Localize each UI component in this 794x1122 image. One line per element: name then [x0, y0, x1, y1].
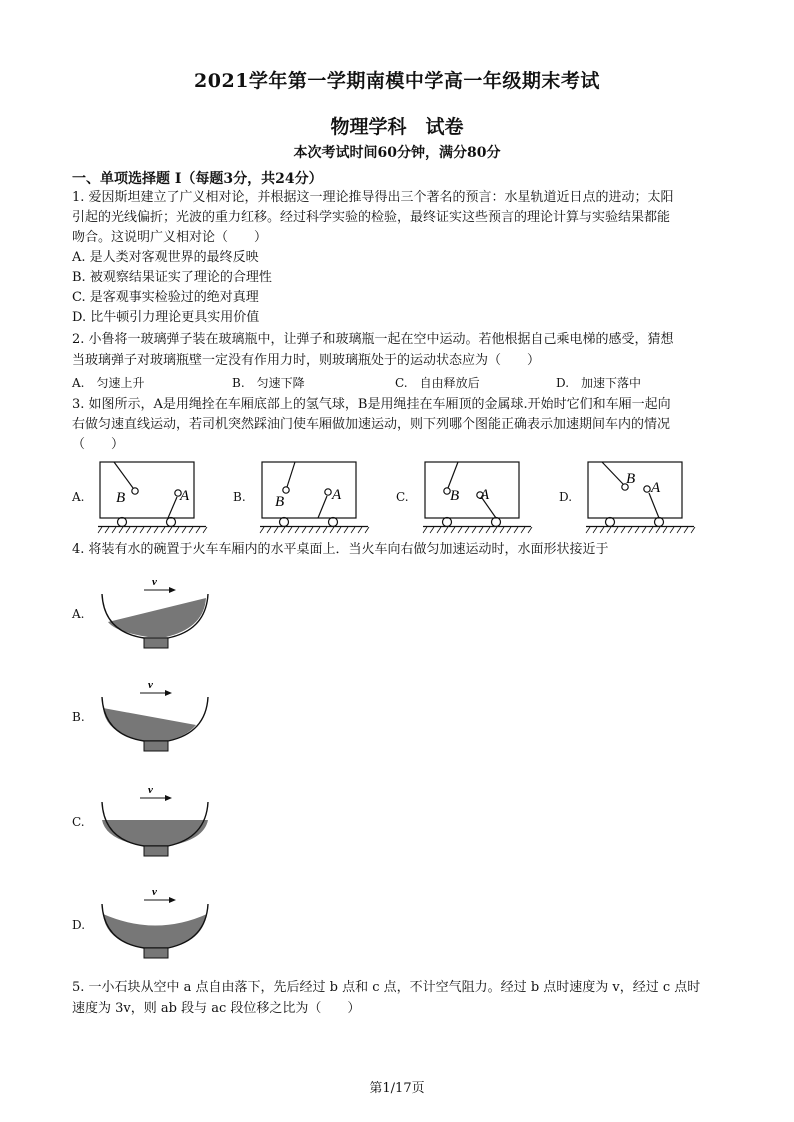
q2-option-d: D. 加速下落中 [556, 376, 642, 390]
q3-line-2: 右做匀速直线运动，若司机突然踩油门使车厢做加速运动，则下列哪个图能正确表示加速期间车内的情况 [72, 417, 671, 432]
q3-fig-a-ball-b: B [116, 490, 126, 506]
q2-line-1: 2. 小鲁将一玻璃弹子装在玻璃瓶中，让弹子和玻璃瓶一起在空中运动。若他根据自己乘电梯的感受，猜想 [72, 332, 674, 347]
q1-line-1: 1. 爱因斯坦建立了广义相对论，并根据这一理论推导得出三个著名的预言：水星轨道近日点的进动；太阳 [72, 190, 674, 205]
q5-line-2: 速度为 3v，则 ab 段与 ac 段位移之比为（ ） [72, 1001, 361, 1016]
q3-figure-d [586, 460, 698, 535]
q1-option-b: B. 被观察结果证实了理论的合理性 [72, 270, 272, 285]
q3-figure-a [98, 460, 210, 535]
q3-fig-c-ball-b: B [450, 488, 460, 504]
q3-fig-b-ball-b: B [275, 494, 285, 510]
page-number: 第1/17页 [369, 1081, 425, 1096]
q3-fig-d-ball-b: B [626, 471, 636, 487]
q1-option-d: D. 比牛顿引力理论更具实用价值 [72, 310, 260, 325]
q2-option-b: B. 匀速下降 [232, 376, 305, 390]
q3-figure-c-label: C. [396, 490, 409, 504]
q4-bowl-d [96, 882, 216, 962]
q3-figure-a-label: A. [72, 490, 85, 504]
q4-a-velocity: v [152, 576, 157, 588]
q3-figure-d-label: D. [559, 490, 573, 504]
q2-option-a: A. 匀速上升 [72, 376, 145, 390]
q3-figure-b [260, 460, 372, 535]
q1-line-3: 吻合。这说明广义相对论（ ） [72, 230, 268, 245]
q3-figure-c [423, 460, 535, 535]
section-heading: 一、单项选择题 I（每题3分，共24分） [72, 171, 323, 187]
q4-b-velocity: v [148, 679, 153, 691]
q3-figure-b-label: B. [233, 490, 246, 504]
q1-option-a: A. 是人类对客观世界的最终反映 [72, 250, 259, 265]
q1-line-2: 引起的光线偏折；光波的重力红移。经过科学实验的检验，最终证实这些预言的理论计算与实验结果都能 [72, 210, 671, 225]
q3-fig-a-ball-a: A [180, 488, 190, 504]
q5-line-1: 5. 一小石块从空中 a 点自由落下，先后经过 b 点和 c 点，不计空气阻力。经过 b 点时速度为 v，经过 c 点时 [72, 980, 701, 995]
q4-option-c-label: C. [72, 815, 85, 829]
q4-bowl-b [96, 675, 216, 755]
q2-line-2: 当玻璃弹子对玻璃瓶壁一定没有作用力时，则玻璃瓶处于的运动状态应为（ ） [72, 353, 541, 368]
q4-bowl-a [96, 572, 216, 652]
q4-bowl-c [96, 780, 216, 860]
q4-option-d-label: D. [72, 918, 86, 932]
exam-info: 本次考试时间60分钟，满分80分 [293, 145, 501, 161]
q3-line-3: （ ） [72, 437, 125, 452]
q4-d-velocity: v [152, 886, 157, 898]
q4-line: 4. 将装有水的碗置于火车车厢内的水平桌面上．当火车向右做匀加速运动时，水面形状接近于 [72, 542, 609, 557]
q4-option-a-label: A. [72, 607, 85, 621]
q4-option-b-label: B. [72, 710, 85, 724]
q3-fig-c-ball-a: A [480, 487, 490, 503]
q3-fig-d-ball-a: A [651, 480, 661, 496]
q4-c-velocity: v [148, 784, 153, 796]
q1-option-c: C. 是客观事实检验过的绝对真理 [72, 290, 259, 305]
q3-fig-b-ball-a: A [332, 487, 342, 503]
exam-subtitle: 物理学科 试卷 [330, 116, 464, 138]
q2-option-c: C. 自由释放后 [395, 376, 480, 390]
exam-title: 2021学年第一学期南模中学高一年级期末考试 [194, 70, 600, 92]
q3-line-1: 3. 如图所示，A是用绳拴在车厢底部上的氢气球，B是用绳挂在车厢顶的金属球.开始时它们和车厢一起向 [72, 397, 671, 412]
